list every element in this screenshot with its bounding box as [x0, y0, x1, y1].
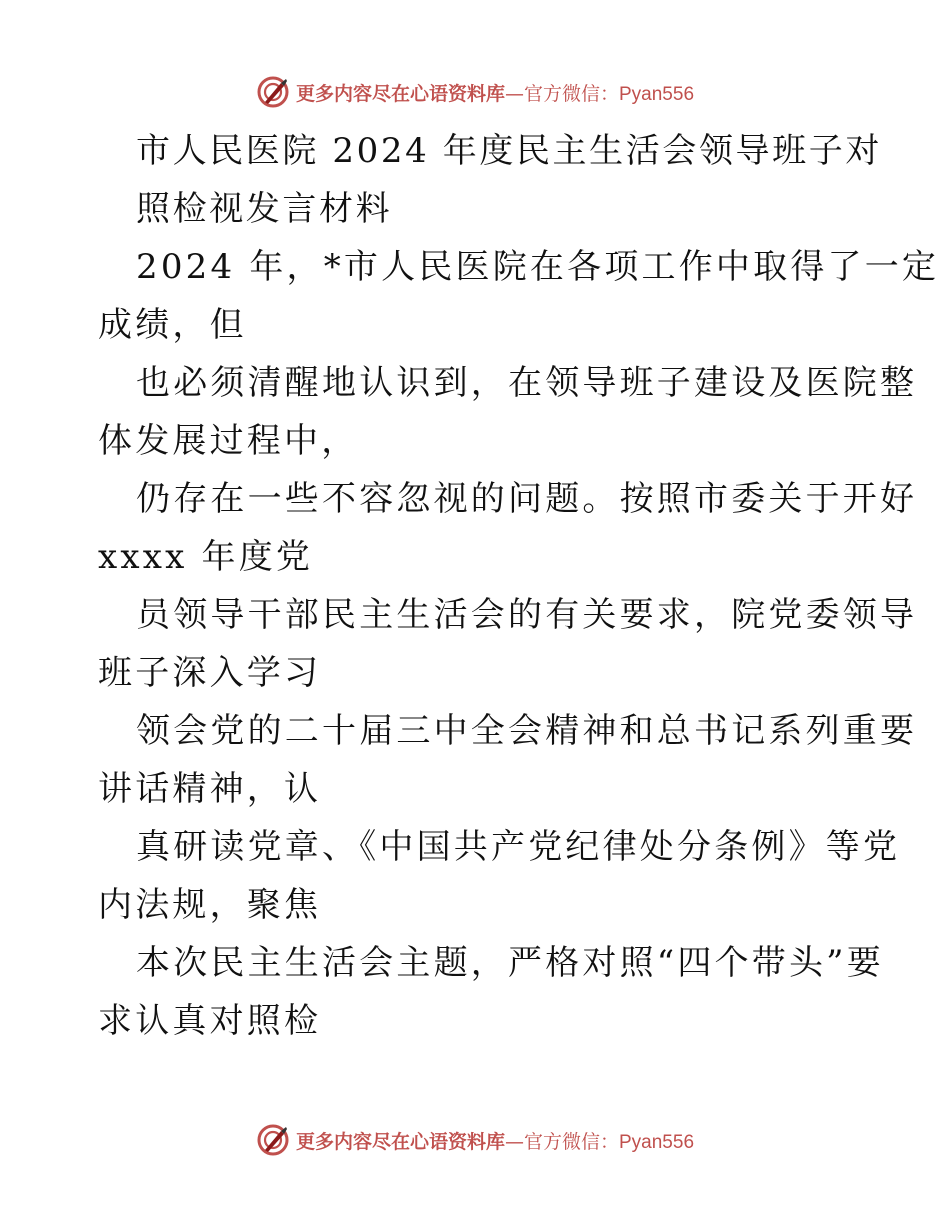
paragraph-line: 成绩，但 — [98, 305, 247, 345]
paragraph-line: 也必须清醒地认识到，在领导班子建设及医院整 — [136, 363, 918, 403]
footer-banner-wechat-label: —官方微信： — [504, 1130, 619, 1153]
footer-banner-text — [296, 1127, 694, 1154]
paragraph-line: 员领导干部民主生活会的有关要求，院党委领导 — [136, 595, 918, 635]
header-banner-wechat-id: Pyan556 — [619, 83, 695, 105]
document-title-line: 市人民医院 2024 年度民主生活会领导班子对 — [136, 131, 882, 171]
paragraph-line: 领会党的二十届三中全会精神和总书记系列重要 — [136, 711, 918, 751]
header-banner-wechat-label: —官方微信： — [504, 82, 619, 105]
paragraph-line: 讲话精神，认 — [98, 769, 322, 809]
brand-logo-icon — [256, 1123, 290, 1157]
footer-watermark-banner — [0, 1120, 950, 1160]
paragraph-line: 本次民主生活会主题，严格对照“四个带头”要 — [136, 943, 884, 983]
paragraph-line: 体发展过程中， — [98, 421, 359, 461]
paragraph-line: 仍存在一些不容忽视的问题。按照市委关于开好 — [136, 479, 918, 519]
footer-banner-wechat-id: Pyan556 — [619, 1131, 695, 1153]
document-title-line: 照检视发言材料 — [136, 189, 393, 229]
paragraph-line: 2024 年，*市人民医院在各项工作中取得了一定 — [136, 247, 940, 287]
header-banner-text — [296, 79, 694, 106]
header-banner-site-name: 更多内容尽在心语资料库 — [295, 82, 505, 105]
document-body — [98, 122, 940, 1050]
footer-banner-site-name: 更多内容尽在心语资料库 — [295, 1130, 505, 1153]
paragraph-line: 班子深入学习 — [98, 653, 322, 693]
paragraph-line: 内法规，聚焦 — [98, 885, 322, 925]
paragraph-line: xxxx 年度党 — [98, 537, 314, 577]
paragraph-line: 真研读党章、《中国共产党纪律处分条例》等党 — [136, 827, 901, 867]
header-watermark-banner — [0, 72, 950, 112]
paragraph-line: 求认真对照检 — [98, 1001, 322, 1041]
brand-logo-icon — [256, 75, 290, 109]
